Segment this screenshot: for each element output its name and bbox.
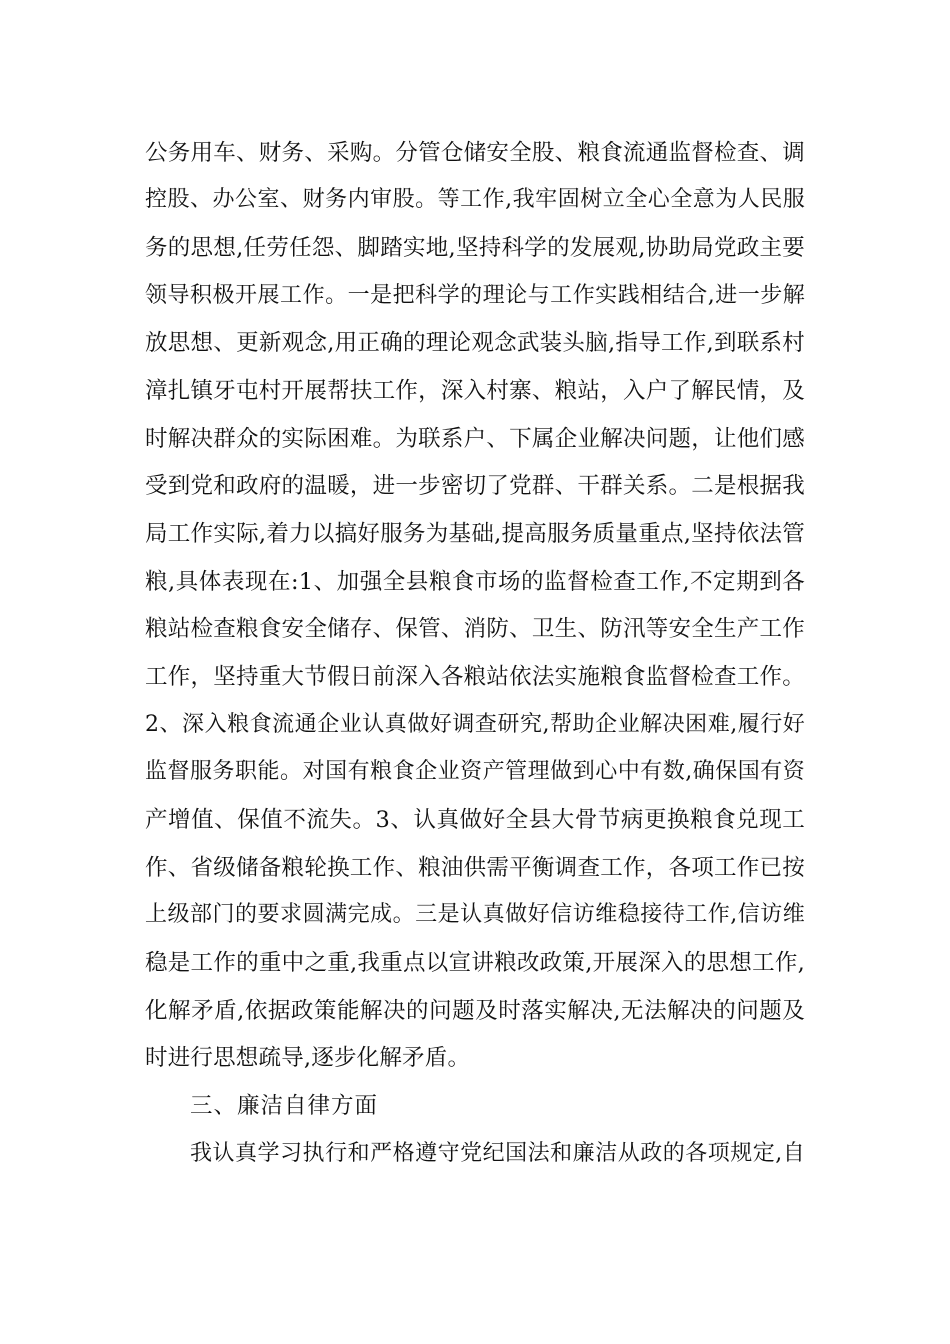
- paragraph1-line-4: 领导积极开展工作。一是把科学的理论与工作实践相结合,进一步解: [145, 283, 805, 308]
- section-heading: 三、廉洁自律方面: [190, 1093, 379, 1119]
- paragraph1-line-14: 监督服务职能。对国有粮食企业资产管理做到心中有数,确保国有资: [145, 759, 805, 784]
- paragraph1-line-7: 时解决群众的实际困难。为联系户、下属企业解决问题，让他们感: [145, 426, 805, 452]
- paragraph1-line-11: 粮站检查粮食安全储存、保管、消防、卫生、防汛等安全生产工作: [145, 616, 805, 642]
- paragraph1-line-19: 化解矛盾,依据政策能解决的问题及时落实解决,无法解决的问题及: [145, 998, 805, 1024]
- paragraph2-line-1: 我认真学习执行和严格遵守党纪国法和廉洁从政的各项规定,自: [190, 1141, 805, 1166]
- paragraph1-line-1: 公务用车、财务、采购。分管仓储安全股、粮食流通监督检查、调: [145, 140, 805, 166]
- paragraph1-line-3: 务的思想,任劳任怨、脚踏实地,坚持科学的发展观,协助局党政主要: [145, 235, 805, 261]
- paragraph1-line-10: 粮,具体表现在:1、加强全县粮食市场的监督检查工作,不定期到各: [145, 569, 805, 595]
- paragraph1-line-12: 工作，坚持重大节假日前深入各粮站依法实施粮食监督检查工作。: [145, 664, 805, 690]
- paragraph1-line-6: 漳扎镇牙屯村开展帮扶工作，深入村寨、粮站，入户了解民情，及: [145, 378, 805, 404]
- paragraph1-line-20: 时进行思想疏导,逐步化解矛盾。: [145, 1045, 471, 1071]
- paragraph1-line-15: 产增值、保值不流失。3、认真做好全县大骨节病更换粮食兑现工: [145, 807, 805, 833]
- paragraph1-line-13: 2、深入粮食流通企业认真做好调查研究,帮助企业解决困难,履行好: [145, 712, 805, 737]
- paragraph1-line-16: 作、省级储备粮轮换工作、粮油供需平衡调查工作，各项工作已按: [145, 855, 805, 881]
- paragraph1-line-5: 放思想、更新观念,用正确的理论观念武装头脑,指导工作,到联系村: [145, 330, 805, 356]
- paragraph1-line-2: 控股、办公室、财务内审股。等工作,我牢固树立全心全意为人民服: [145, 187, 805, 212]
- paragraph1-line-9: 局工作实际,着力以搞好服务为基础,提高服务质量重点,坚持依法管: [145, 521, 805, 547]
- paragraph1-line-8: 受到党和政府的温暖，进一步密切了党群、干群关系。二是根据我: [145, 473, 805, 499]
- paragraph1-line-17: 上级部门的要求圆满完成。三是认真做好信访维稳接待工作,信访维: [145, 902, 805, 927]
- paragraph1-line-18: 稳是工作的重中之重,我重点以宣讲粮改政策,开展深入的思想工作,: [145, 950, 805, 976]
